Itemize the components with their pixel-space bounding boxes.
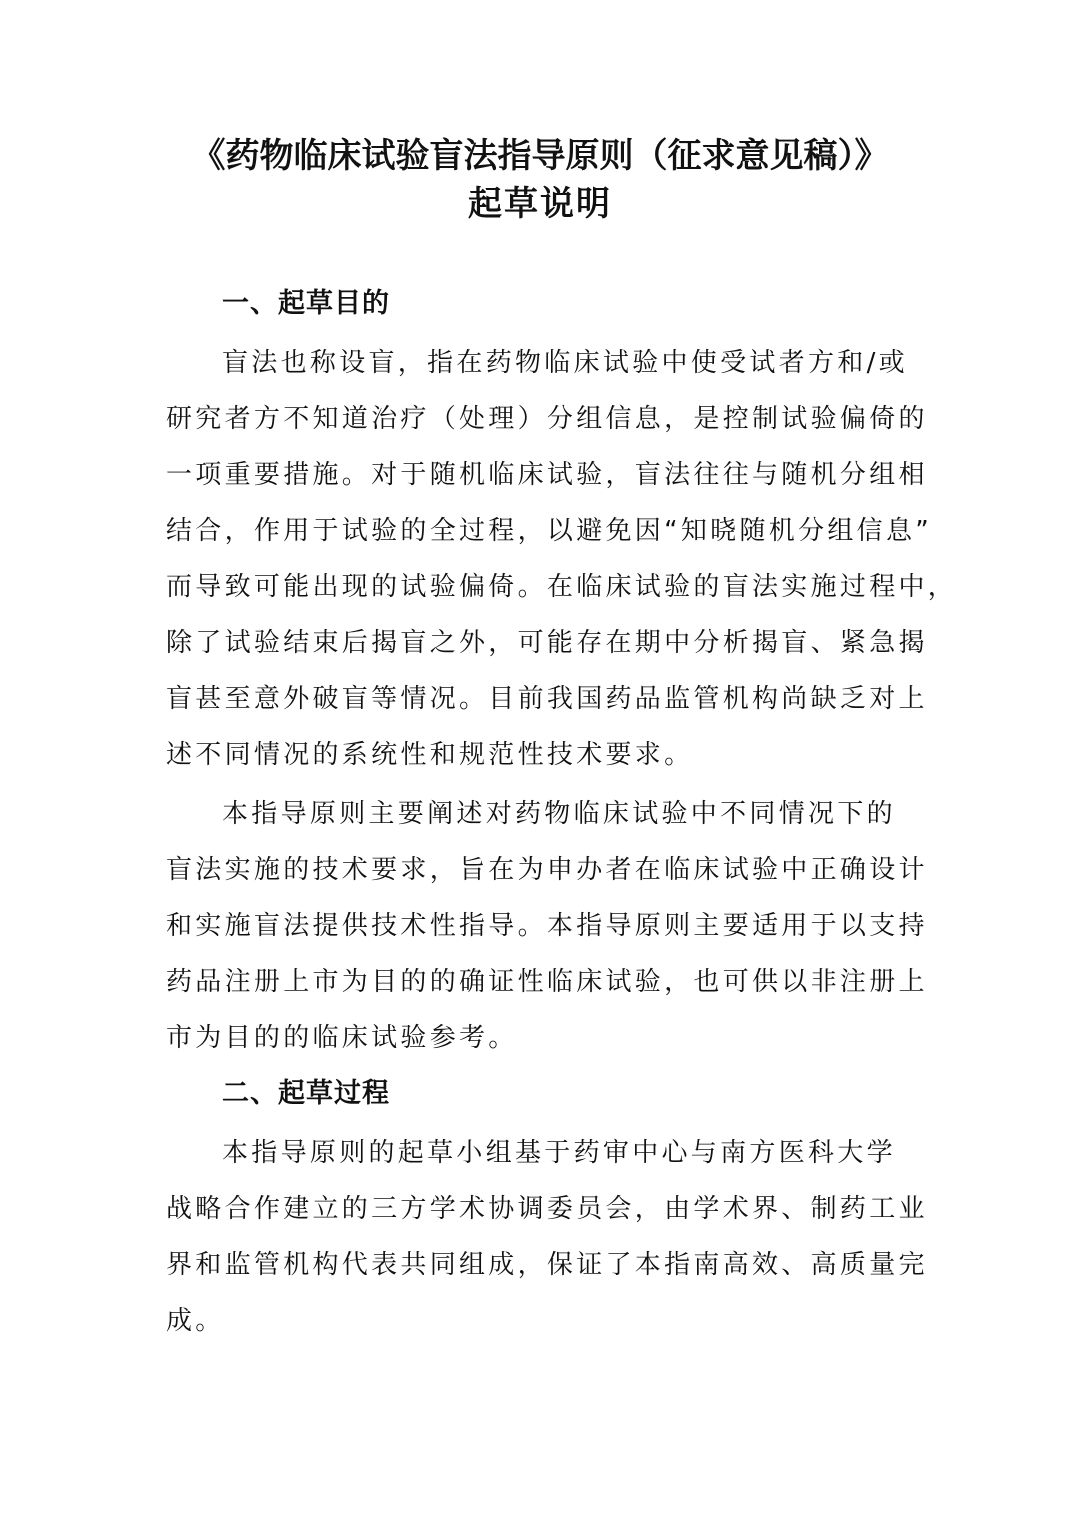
paragraph-line: 市为目的的临床试验参考。 [166, 1023, 518, 1053]
paragraph-line: 盲甚至意外破盲等情况。目前我国药品监管机构尚缺乏对上 [166, 684, 928, 714]
section-heading-purpose: 一、起草目的 [222, 288, 390, 319]
paragraph-line: 盲法实施的技术要求，旨在为申办者在临床试验中正确设计 [166, 855, 928, 885]
document-title: 《药物临床试验盲法指导原则（征求意见稿）》 [191, 136, 889, 176]
paragraph-line: 而导致可能出现的试验偏倚。在临床试验的盲法实施过程中， [166, 572, 958, 602]
paragraph-line: 和实施盲法提供技术性指导。本指导原则主要适用于以支持 [166, 911, 928, 941]
paragraph-line: 成。 [166, 1306, 225, 1336]
paragraph-line: 结合，作用于试验的全过程，以避免因“知晓随机分组信息” [166, 516, 933, 546]
document-subtitle: 起草说明 [468, 184, 612, 224]
paragraph-line: 界和监管机构代表共同组成，保证了本指南高效、高质量完 [166, 1250, 928, 1280]
paragraph-line: 盲法也称设盲，指在药物临床试验中使受试者方和/或 [222, 348, 908, 378]
paragraph-line: 本指导原则主要阐述对药物临床试验中不同情况下的 [222, 799, 896, 829]
paragraph-line: 药品注册上市为目的的确证性临床试验，也可供以非注册上 [166, 967, 928, 997]
paragraph-line: 除了试验结束后揭盲之外，可能存在期中分析揭盲、紧急揭 [166, 628, 928, 658]
section-heading-process: 二、起草过程 [222, 1078, 390, 1109]
paragraph-line: 研究者方不知道治疗（处理）分组信息，是控制试验偏倚的 [166, 404, 928, 434]
paragraph-line: 述不同情况的系统性和规范性技术要求。 [166, 740, 694, 770]
paragraph-line: 本指导原则的起草小组基于药审中心与南方医科大学 [222, 1138, 896, 1168]
paragraph-line: 一项重要措施。对于随机临床试验，盲法往往与随机分组相 [166, 460, 928, 490]
paragraph-line: 战略合作建立的三方学术协调委员会，由学术界、制药工业 [166, 1194, 928, 1224]
